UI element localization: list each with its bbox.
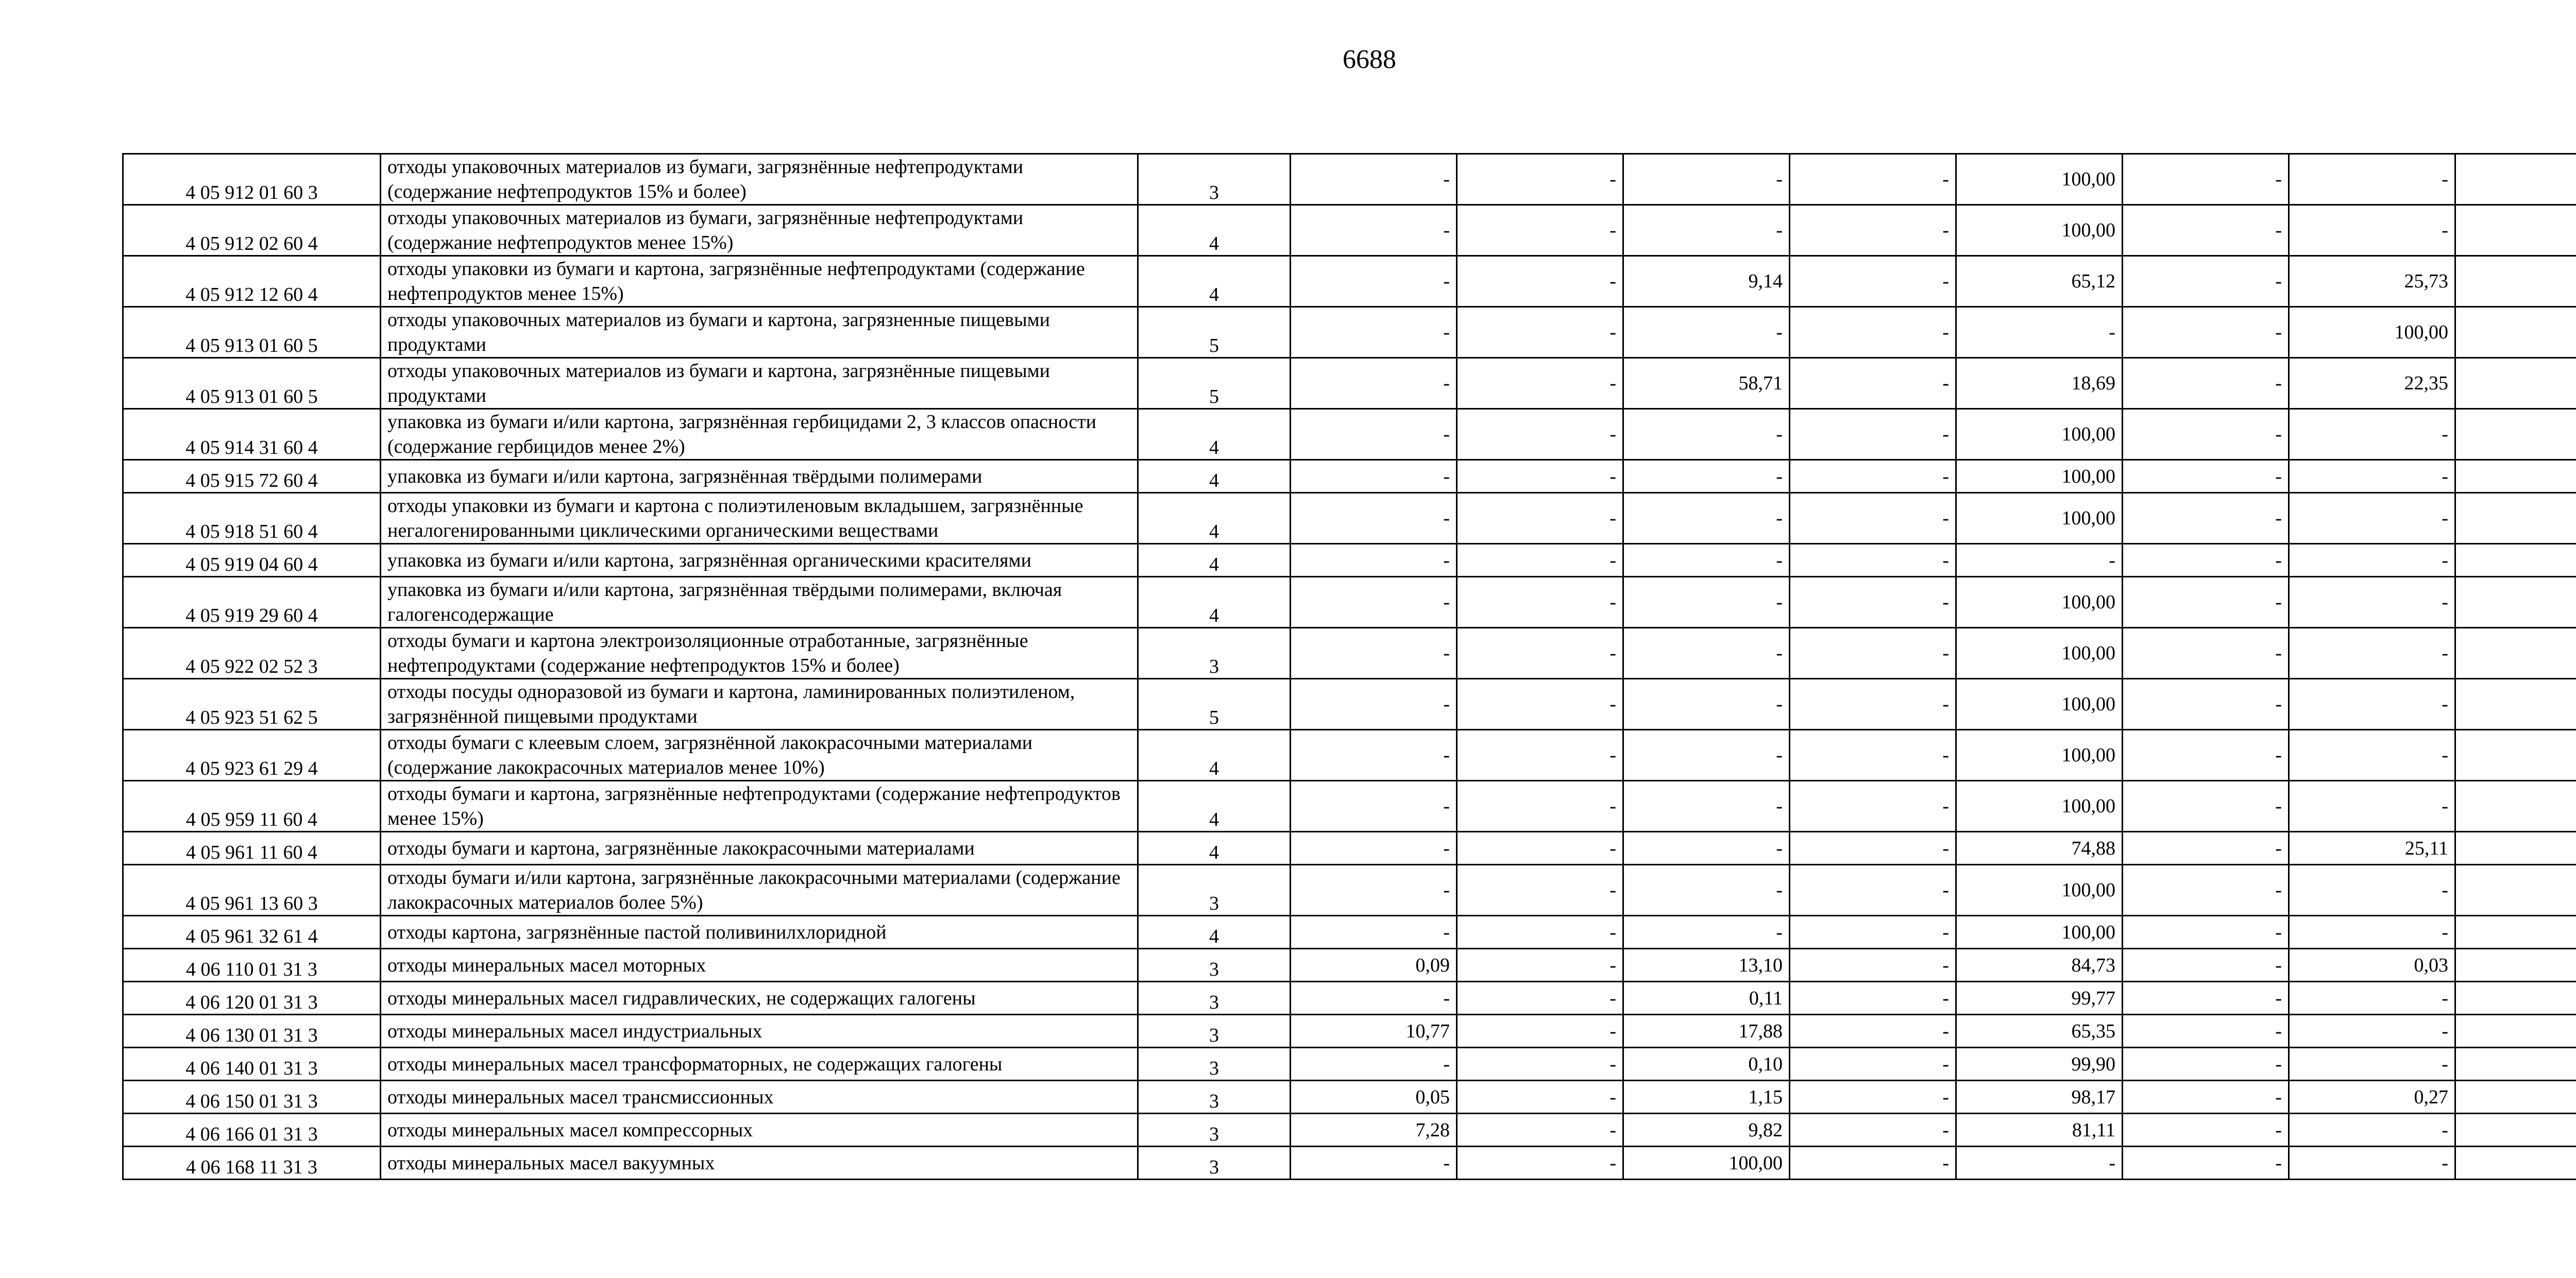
value-cell: - <box>1457 1114 1623 1147</box>
value-cell: 9,14 <box>1623 256 1790 307</box>
value-cell: 100,00 <box>1956 781 2123 832</box>
value-cell <box>2455 679 2576 730</box>
table-row <box>123 628 2576 679</box>
table-row <box>123 1015 2576 1048</box>
hazard-class-cell: 4 <box>1138 832 1291 865</box>
value-cell: - <box>1623 679 1790 730</box>
value-cell: - <box>1291 679 1457 730</box>
value-cell: - <box>2289 544 2455 577</box>
waste-name-cell: отходы минеральных масел индустриальных <box>381 1015 1138 1048</box>
value-cell: - <box>1291 730 1457 781</box>
value-cell: - <box>2123 982 2289 1015</box>
waste-name-cell: отходы минеральных масел трансмиссионных <box>381 1081 1138 1114</box>
value-cell: - <box>1457 865 1623 916</box>
table-row <box>123 307 2576 358</box>
table-row <box>123 256 2576 307</box>
value-cell: - <box>1291 628 1457 679</box>
table-row <box>123 493 2576 544</box>
value-cell: - <box>1790 307 1956 358</box>
value-cell: 65,12 <box>1956 256 2123 307</box>
value-cell: - <box>2123 358 2289 409</box>
value-cell: - <box>1790 577 1956 628</box>
value-cell: - <box>1790 1015 1956 1048</box>
value-cell: 0,03 <box>2289 949 2455 982</box>
value-cell: - <box>1790 865 1956 916</box>
value-cell: - <box>1623 154 1790 205</box>
value-cell: 13,10 <box>1623 949 1790 982</box>
value-cell: - <box>1457 409 1623 460</box>
value-cell: - <box>1457 1048 1623 1081</box>
waste-code-cell: 4 06 140 01 31 3 <box>123 1048 381 1081</box>
value-cell: - <box>2289 1147 2455 1180</box>
value-cell: 0,11 <box>1623 982 1790 1015</box>
waste-name-cell: отходы бумаги и картона, загрязнённые лакокрасочными материалами <box>381 832 1138 865</box>
waste-code-cell: 4 05 912 12 60 4 <box>123 256 381 307</box>
value-cell: - <box>2289 865 2455 916</box>
waste-name-cell: отходы минеральных масел трансформаторных, не содержащих галогены <box>381 1048 1138 1081</box>
table-row <box>123 1147 2576 1180</box>
value-cell: - <box>2123 307 2289 358</box>
value-cell: - <box>1291 493 1457 544</box>
value-cell: - <box>2123 949 2289 982</box>
waste-name-cell: упаковка из бумаги и/или картона, загрязнённая твёрдыми полимерами, включая галогенсодержащие <box>381 577 1138 628</box>
value-cell: - <box>2123 409 2289 460</box>
value-cell: - <box>2123 1081 2289 1114</box>
value-cell: - <box>1457 460 1623 493</box>
value-cell: 100,00 <box>1956 205 2123 256</box>
value-cell: - <box>2289 730 2455 781</box>
waste-code-cell: 4 06 130 01 31 3 <box>123 1015 381 1048</box>
value-cell: 0,27 <box>2289 1081 2455 1114</box>
table-row <box>123 832 2576 865</box>
waste-code-cell: 4 05 922 02 52 3 <box>123 628 381 679</box>
waste-code-cell: 4 06 110 01 31 3 <box>123 949 381 982</box>
value-cell: 22,35 <box>2289 358 2455 409</box>
value-cell: - <box>1457 256 1623 307</box>
value-cell: - <box>1790 730 1956 781</box>
value-cell: - <box>1457 205 1623 256</box>
hazard-class-cell: 5 <box>1138 679 1291 730</box>
table-row <box>123 781 2576 832</box>
hazard-class-cell: 3 <box>1138 1048 1291 1081</box>
value-cell <box>2455 409 2576 460</box>
value-cell: - <box>1457 679 1623 730</box>
waste-name-cell: отходы упаковки из бумаги и картона с полиэтиленовым вкладышем, загрязнённые негалогенированными циклическими органическими веществами <box>381 493 1138 544</box>
table-row <box>123 679 2576 730</box>
hazard-class-cell: 3 <box>1138 865 1291 916</box>
value-cell: - <box>2289 154 2455 205</box>
value-cell: - <box>1790 628 1956 679</box>
value-cell: - <box>2123 1114 2289 1147</box>
value-cell: - <box>2123 544 2289 577</box>
hazard-class-cell: 3 <box>1138 154 1291 205</box>
waste-name-cell: отходы минеральных масел моторных <box>381 949 1138 982</box>
hazard-class-cell: 4 <box>1138 460 1291 493</box>
value-cell <box>2455 781 2576 832</box>
value-cell: - <box>1457 1147 1623 1180</box>
waste-code-cell: 4 05 961 32 61 4 <box>123 916 381 949</box>
value-cell: - <box>2289 409 2455 460</box>
table-row <box>123 1114 2576 1147</box>
value-cell: 10,77 <box>1291 1015 1457 1048</box>
waste-code-cell: 4 06 120 01 31 3 <box>123 982 381 1015</box>
value-cell: - <box>1623 577 1790 628</box>
value-cell: - <box>1623 409 1790 460</box>
hazard-class-cell: 5 <box>1138 307 1291 358</box>
value-cell: - <box>1457 544 1623 577</box>
value-cell: 100,00 <box>1956 460 2123 493</box>
waste-code-cell: 4 05 959 11 60 4 <box>123 781 381 832</box>
table-row <box>123 205 2576 256</box>
value-cell: - <box>1291 409 1457 460</box>
hazard-class-cell: 3 <box>1138 628 1291 679</box>
waste-table <box>122 153 2576 1180</box>
hazard-class-cell: 4 <box>1138 409 1291 460</box>
waste-code-cell: 4 05 961 13 60 3 <box>123 865 381 916</box>
value-cell <box>2455 1147 2576 1180</box>
value-cell: - <box>2123 1015 2289 1048</box>
value-cell <box>2455 982 2576 1015</box>
value-cell: 9,82 <box>1623 1114 1790 1147</box>
value-cell: - <box>1790 916 1956 949</box>
value-cell <box>2455 865 2576 916</box>
value-cell: - <box>2123 916 2289 949</box>
table-row <box>123 358 2576 409</box>
value-cell: - <box>1790 949 1956 982</box>
table-row <box>123 949 2576 982</box>
value-cell: - <box>1291 832 1457 865</box>
value-cell: - <box>2289 577 2455 628</box>
value-cell: - <box>2123 628 2289 679</box>
hazard-class-cell: 4 <box>1138 256 1291 307</box>
value-cell: - <box>1291 307 1457 358</box>
value-cell: - <box>1457 1015 1623 1048</box>
table-row <box>123 982 2576 1015</box>
waste-code-cell: 4 05 919 04 60 4 <box>123 544 381 577</box>
waste-name-cell: отходы упаковки из бумаги и картона, загрязнённые нефтепродуктами (содержание нефтепродуктов менее 15%) <box>381 256 1138 307</box>
waste-code-cell: 4 05 912 02 60 4 <box>123 205 381 256</box>
value-cell <box>2455 1048 2576 1081</box>
value-cell: - <box>1291 982 1457 1015</box>
waste-name-cell: отходы упаковочных материалов из бумаги, загрязнённые нефтепродуктами (содержание нефтепродуктов менее 15%) <box>381 205 1138 256</box>
table-row <box>123 154 2576 205</box>
value-cell: 99,90 <box>1956 1048 2123 1081</box>
value-cell: - <box>1956 307 2123 358</box>
waste-name-cell: отходы минеральных масел компрессорных <box>381 1114 1138 1147</box>
value-cell: - <box>1457 832 1623 865</box>
value-cell: 0,10 <box>1623 1048 1790 1081</box>
value-cell: - <box>1790 358 1956 409</box>
value-cell: - <box>1790 1048 1956 1081</box>
value-cell: - <box>2123 154 2289 205</box>
value-cell: - <box>1623 544 1790 577</box>
value-cell: 25,73 <box>2289 256 2455 307</box>
value-cell <box>2455 730 2576 781</box>
value-cell: - <box>2123 1147 2289 1180</box>
hazard-class-cell: 4 <box>1138 493 1291 544</box>
value-cell <box>2455 1081 2576 1114</box>
value-cell <box>2455 949 2576 982</box>
value-cell: - <box>1790 679 1956 730</box>
value-cell: - <box>2123 1048 2289 1081</box>
value-cell: - <box>1623 205 1790 256</box>
value-cell: - <box>1790 460 1956 493</box>
value-cell: - <box>2123 730 2289 781</box>
value-cell: - <box>1790 205 1956 256</box>
hazard-class-cell: 4 <box>1138 916 1291 949</box>
waste-name-cell: отходы бумаги и картона электроизоляционные отработанные, загрязнённые нефтепродуктами (содержание нефтепродуктов 15% и более) <box>381 628 1138 679</box>
waste-name-cell: упаковка из бумаги и/или картона, загрязнённая гербицидами 2, 3 классов опасности (содержание гербицидов менее 2%) <box>381 409 1138 460</box>
waste-code-cell: 4 06 168 11 31 3 <box>123 1147 381 1180</box>
value-cell: - <box>1623 460 1790 493</box>
table-row <box>123 409 2576 460</box>
value-cell: - <box>1623 832 1790 865</box>
value-cell: - <box>2123 679 2289 730</box>
value-cell: 18,69 <box>1956 358 2123 409</box>
waste-code-cell: 4 05 961 11 60 4 <box>123 832 381 865</box>
value-cell: 100,00 <box>1956 493 2123 544</box>
value-cell: - <box>1291 358 1457 409</box>
value-cell: - <box>1457 982 1623 1015</box>
value-cell: - <box>2123 577 2289 628</box>
value-cell: - <box>1291 205 1457 256</box>
waste-code-cell: 4 05 912 01 60 3 <box>123 154 381 205</box>
table-row <box>123 865 2576 916</box>
value-cell: - <box>2123 256 2289 307</box>
value-cell: - <box>2289 628 2455 679</box>
value-cell: 100,00 <box>1956 628 2123 679</box>
value-cell: - <box>1956 544 2123 577</box>
value-cell: 100,00 <box>1623 1147 1790 1180</box>
value-cell: - <box>2123 781 2289 832</box>
value-cell: 100,00 <box>1956 865 2123 916</box>
value-cell: - <box>1790 982 1956 1015</box>
value-cell: - <box>2289 1015 2455 1048</box>
value-cell <box>2455 358 2576 409</box>
value-cell: 1,15 <box>1623 1081 1790 1114</box>
table-row <box>123 1081 2576 1114</box>
value-cell: 100,00 <box>2289 307 2455 358</box>
value-cell: - <box>1457 1081 1623 1114</box>
value-cell: - <box>1790 832 1956 865</box>
value-cell: - <box>2123 460 2289 493</box>
value-cell: - <box>1623 730 1790 781</box>
waste-name-cell: отходы бумаги и/или картона, загрязнённые лакокрасочными материалами (содержание лакокрасочных материалов более 5%) <box>381 865 1138 916</box>
value-cell: - <box>1790 154 1956 205</box>
value-cell: - <box>2123 493 2289 544</box>
waste-code-cell: 4 06 166 01 31 3 <box>123 1114 381 1147</box>
hazard-class-cell: 3 <box>1138 949 1291 982</box>
waste-name-cell: отходы упаковочных материалов из бумаги, загрязнённые нефтепродуктами (содержание нефтепродуктов 15% и более) <box>381 154 1138 205</box>
table-row <box>123 544 2576 577</box>
value-cell <box>2455 832 2576 865</box>
value-cell: - <box>1291 256 1457 307</box>
value-cell <box>2455 460 2576 493</box>
hazard-class-cell: 4 <box>1138 730 1291 781</box>
value-cell: - <box>1291 577 1457 628</box>
value-cell: - <box>1291 460 1457 493</box>
value-cell: 100,00 <box>1956 679 2123 730</box>
value-cell <box>2455 154 2576 205</box>
hazard-class-cell: 4 <box>1138 781 1291 832</box>
hazard-class-cell: 5 <box>1138 358 1291 409</box>
value-cell <box>2455 628 2576 679</box>
value-cell <box>2455 205 2576 256</box>
hazard-class-cell: 3 <box>1138 1147 1291 1180</box>
waste-name-cell: отходы бумаги с клеевым слоем, загрязнённой лакокрасочными материалами (содержание лакокрасочных материалов менее 10%) <box>381 730 1138 781</box>
waste-table-body <box>123 154 2576 1180</box>
value-cell: - <box>1457 307 1623 358</box>
waste-name-cell: отходы минеральных масел гидравлических, не содержащих галогены <box>381 982 1138 1015</box>
value-cell: - <box>2289 781 2455 832</box>
value-cell: - <box>1457 358 1623 409</box>
value-cell: - <box>1623 781 1790 832</box>
value-cell: - <box>2289 1048 2455 1081</box>
value-cell <box>2455 307 2576 358</box>
waste-name-cell: отходы бумаги и картона, загрязнённые нефтепродуктами (содержание нефтепродуктов менее 15%) <box>381 781 1138 832</box>
value-cell: - <box>1291 1048 1457 1081</box>
value-cell: 100,00 <box>1956 916 2123 949</box>
value-cell: - <box>1291 781 1457 832</box>
value-cell <box>2455 577 2576 628</box>
waste-code-cell: 4 05 913 01 60 5 <box>123 307 381 358</box>
value-cell: - <box>1956 1147 2123 1180</box>
waste-code-cell: 4 05 914 31 60 4 <box>123 409 381 460</box>
value-cell: 17,88 <box>1623 1015 1790 1048</box>
value-cell: 65,35 <box>1956 1015 2123 1048</box>
value-cell: - <box>1790 1081 1956 1114</box>
value-cell: - <box>1291 865 1457 916</box>
value-cell: - <box>1291 916 1457 949</box>
waste-code-cell: 4 05 913 01 60 5 <box>123 358 381 409</box>
value-cell: - <box>2123 865 2289 916</box>
value-cell: - <box>1457 730 1623 781</box>
value-cell: - <box>1457 949 1623 982</box>
value-cell: - <box>1291 544 1457 577</box>
value-cell: 0,05 <box>1291 1081 1457 1114</box>
waste-code-cell: 4 05 919 29 60 4 <box>123 577 381 628</box>
hazard-class-cell: 3 <box>1138 1081 1291 1114</box>
value-cell: - <box>2123 832 2289 865</box>
value-cell: 98,17 <box>1956 1081 2123 1114</box>
value-cell: - <box>2289 916 2455 949</box>
value-cell: - <box>1623 628 1790 679</box>
value-cell: 100,00 <box>1956 730 2123 781</box>
value-cell: 100,00 <box>1956 409 2123 460</box>
value-cell: - <box>1457 493 1623 544</box>
value-cell: 25,11 <box>2289 832 2455 865</box>
waste-code-cell: 4 05 918 51 60 4 <box>123 493 381 544</box>
waste-name-cell: отходы упаковочных материалов из бумаги и картона, загрязнённые пищевыми продуктами <box>381 358 1138 409</box>
value-cell: - <box>1790 256 1956 307</box>
value-cell: - <box>1291 1147 1457 1180</box>
value-cell: - <box>1457 577 1623 628</box>
waste-name-cell: отходы минеральных масел вакуумных <box>381 1147 1138 1180</box>
waste-name-cell: упаковка из бумаги и/или картона, загрязнённая твёрдыми полимерами <box>381 460 1138 493</box>
value-cell: - <box>2289 460 2455 493</box>
value-cell: - <box>2289 205 2455 256</box>
value-cell <box>2455 1114 2576 1147</box>
value-cell: 84,73 <box>1956 949 2123 982</box>
value-cell: - <box>1457 781 1623 832</box>
value-cell <box>2455 916 2576 949</box>
value-cell: - <box>1790 781 1956 832</box>
value-cell <box>2455 256 2576 307</box>
waste-name-cell: отходы посуды одноразовой из бумаги и картона, ламинированных полиэтиленом, загрязнённой пищевыми продуктами <box>381 679 1138 730</box>
value-cell: - <box>1623 307 1790 358</box>
value-cell: - <box>2289 493 2455 544</box>
value-cell: 58,71 <box>1623 358 1790 409</box>
hazard-class-cell: 4 <box>1138 577 1291 628</box>
value-cell: 0,09 <box>1291 949 1457 982</box>
value-cell: - <box>2123 205 2289 256</box>
hazard-class-cell: 3 <box>1138 1114 1291 1147</box>
table-row <box>123 730 2576 781</box>
value-cell: - <box>1623 493 1790 544</box>
value-cell: - <box>1790 1147 1956 1180</box>
value-cell: 74,88 <box>1956 832 2123 865</box>
value-cell: 100,00 <box>1956 577 2123 628</box>
value-cell: - <box>1790 544 1956 577</box>
value-cell: - <box>1457 154 1623 205</box>
value-cell <box>2455 544 2576 577</box>
value-cell <box>2455 493 2576 544</box>
value-cell: - <box>1291 154 1457 205</box>
hazard-class-cell: 4 <box>1138 205 1291 256</box>
waste-code-cell: 4 05 915 72 60 4 <box>123 460 381 493</box>
value-cell: - <box>1790 409 1956 460</box>
waste-name-cell: отходы упаковочных материалов из бумаги и картона, загрязненные пищевыми продуктами <box>381 307 1138 358</box>
waste-code-cell: 4 05 923 51 62 5 <box>123 679 381 730</box>
waste-code-cell: 4 05 923 61 29 4 <box>123 730 381 781</box>
hazard-class-cell: 3 <box>1138 1015 1291 1048</box>
value-cell: 7,28 <box>1291 1114 1457 1147</box>
value-cell: - <box>1457 916 1623 949</box>
value-cell: - <box>1623 865 1790 916</box>
value-cell <box>2455 1015 2576 1048</box>
hazard-class-cell: 3 <box>1138 982 1291 1015</box>
value-cell: - <box>1623 916 1790 949</box>
value-cell: 100,00 <box>1956 154 2123 205</box>
waste-name-cell: упаковка из бумаги и/или картона, загрязнённая органическими красителями <box>381 544 1138 577</box>
table-row <box>123 577 2576 628</box>
page-number: 6688 <box>1343 45 1396 74</box>
table-row <box>123 1048 2576 1081</box>
waste-code-cell: 4 06 150 01 31 3 <box>123 1081 381 1114</box>
value-cell: - <box>2289 679 2455 730</box>
value-cell: 99,77 <box>1956 982 2123 1015</box>
waste-name-cell: отходы картона, загрязнённые пастой поливинилхлоридной <box>381 916 1138 949</box>
value-cell: - <box>2289 982 2455 1015</box>
value-cell: - <box>1790 493 1956 544</box>
value-cell: - <box>2289 1114 2455 1147</box>
value-cell: - <box>1790 1114 1956 1147</box>
table-row <box>123 460 2576 493</box>
table-row <box>123 916 2576 949</box>
value-cell: - <box>1457 628 1623 679</box>
hazard-class-cell: 4 <box>1138 544 1291 577</box>
value-cell: 81,11 <box>1956 1114 2123 1147</box>
